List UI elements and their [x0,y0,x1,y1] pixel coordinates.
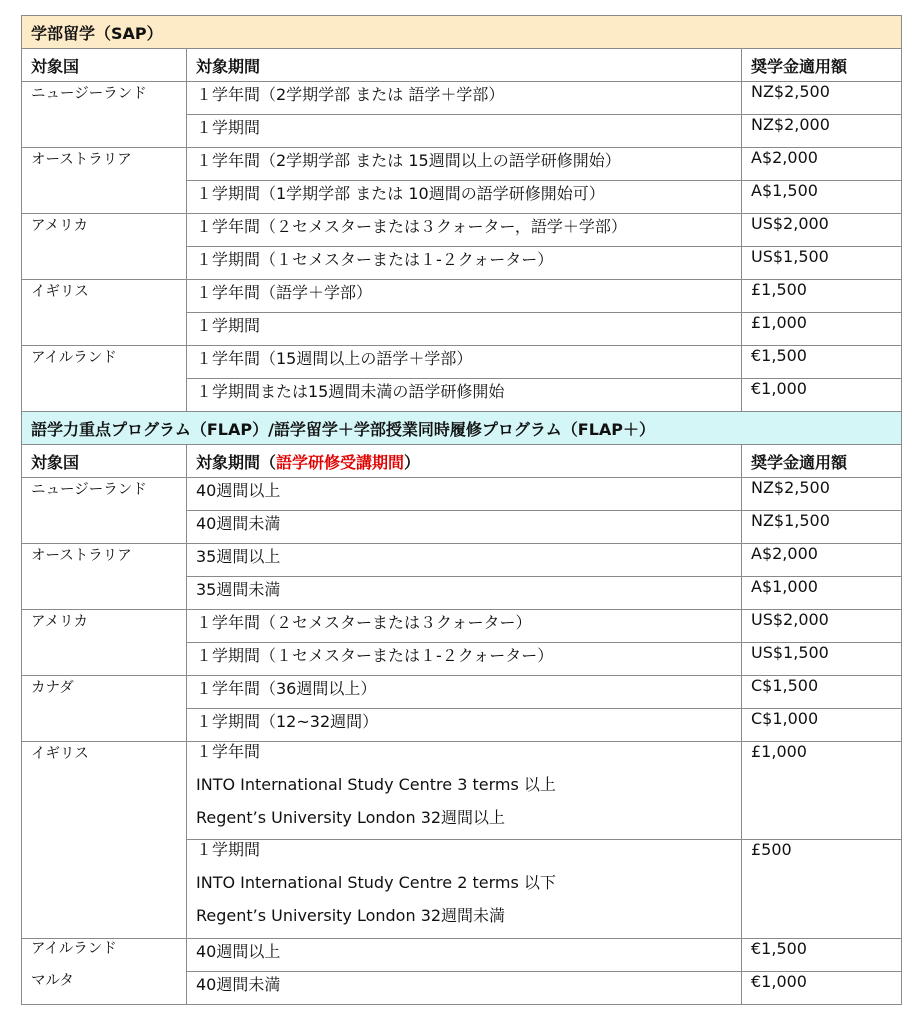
country-cell: オーストラリア [22,544,187,610]
table-row [22,214,902,247]
period-line: １学期間 [196,840,261,859]
header-period-emphasis: 語学研修受講期間 [276,452,405,472]
period-cell: 40週間以上 [187,478,742,511]
amount-cell: NZ$2,500 [742,478,902,511]
period-cell: １学期間（１セメスターまたは１-２クォーター） [187,643,742,676]
table-row [22,939,902,972]
flap-title: 語学力重点プログラム（FLAP）/語学留学＋学部授業同時履修プログラム（FLAP＋） [22,412,902,445]
sap-section-header [22,16,902,49]
table-row [22,280,902,313]
table-row [22,346,902,379]
period-cell: １学年間（36週間以上） [187,676,742,709]
table-row [22,610,902,643]
country-cell: ニュージーランド [22,478,187,544]
period-cell: １学期間または15週間未満の語学研修開始 [187,379,742,412]
period-line: INTO International Study Centre 3 terms 以上 [196,775,556,794]
flap-column-headers [22,445,902,478]
period-line: Regent’s University London 32週間未満 [196,906,506,925]
header-country: 対象国 [22,49,187,82]
header-amount: 奨学金適用額 [742,49,902,82]
scholarship-table [21,15,902,1005]
period-cell: １学年間（２セメスターまたは３クォーター，語学＋学部） [187,214,742,247]
country-cell: アイルランド [22,346,187,412]
flap-section-header [22,412,902,445]
header-country: 対象国 [22,445,187,478]
table-row [22,82,902,115]
header-period-suffix: ） [404,452,421,472]
header-period-prefix: 対象期間（ [196,452,277,472]
country-line: アイルランド [31,941,117,957]
amount-cell: A$1,500 [742,181,902,214]
period-cell-multiline [187,742,742,840]
table-row [22,148,902,181]
period-cell: １学年間（15週間以上の語学＋学部） [187,346,742,379]
amount-cell: €1,000 [742,972,902,1005]
country-cell: カナダ [22,676,187,742]
period-cell: １学期間（12~32週間） [187,709,742,742]
period-cell: 35週間未満 [187,577,742,610]
country-cell: アメリカ [22,214,187,280]
table-row [22,478,902,511]
period-line: １学年間 [196,742,261,761]
table-row [22,676,902,709]
period-cell: １学期間 [187,313,742,346]
amount-cell: £1,000 [742,742,902,840]
amount-cell: £1,000 [742,313,902,346]
amount-cell: C$1,500 [742,676,902,709]
amount-cell: €1,500 [742,346,902,379]
amount-cell: £1,500 [742,280,902,313]
amount-cell: US$2,000 [742,610,902,643]
country-cell: アメリカ [22,610,187,676]
amount-cell: US$1,500 [742,643,902,676]
amount-cell: €1,000 [742,379,902,412]
period-cell: １学年間（２セメスターまたは３クォーター） [187,610,742,643]
header-period [187,445,742,478]
amount-cell: £500 [742,840,902,939]
amount-cell: A$2,000 [742,544,902,577]
country-cell: イギリス [22,742,187,939]
country-cell: ニュージーランド [22,82,187,148]
period-line: Regent’s University London 32週間以上 [196,808,506,827]
country-cell: イギリス [22,280,187,346]
amount-cell: A$2,000 [742,148,902,181]
amount-cell: NZ$2,000 [742,115,902,148]
period-cell: 40週間未満 [187,511,742,544]
period-cell: 40週間以上 [187,939,742,972]
amount-cell: US$1,500 [742,247,902,280]
header-period: 対象期間 [187,49,742,82]
period-cell-multiline [187,840,742,939]
period-cell: 40週間未満 [187,972,742,1005]
period-cell: １学期間（1学期学部 または 10週間の語学研修開始可） [187,181,742,214]
sap-title: 学部留学（SAP） [22,16,902,49]
period-cell: １学年間（2学期学部 または 15週間以上の語学研修開始） [187,148,742,181]
table-row [22,742,902,840]
period-cell: １学期間 [187,115,742,148]
amount-cell: €1,500 [742,939,902,972]
country-line: マルタ [31,973,74,989]
amount-cell: NZ$1,500 [742,511,902,544]
table-row [22,544,902,577]
period-cell: １学期間（１セメスターまたは１-２クォーター） [187,247,742,280]
amount-cell: NZ$2,500 [742,82,902,115]
period-cell: 35週間以上 [187,544,742,577]
sap-column-headers [22,49,902,82]
header-amount: 奨学金適用額 [742,445,902,478]
period-line: INTO International Study Centre 2 terms 以下 [196,873,556,892]
amount-cell: C$1,000 [742,709,902,742]
amount-cell: US$2,000 [742,214,902,247]
country-cell [22,939,187,1005]
period-cell: １学年間（2学期学部 または 語学＋学部） [187,82,742,115]
amount-cell: A$1,000 [742,577,902,610]
period-cell: １学年間（語学＋学部） [187,280,742,313]
country-cell: オーストラリア [22,148,187,214]
